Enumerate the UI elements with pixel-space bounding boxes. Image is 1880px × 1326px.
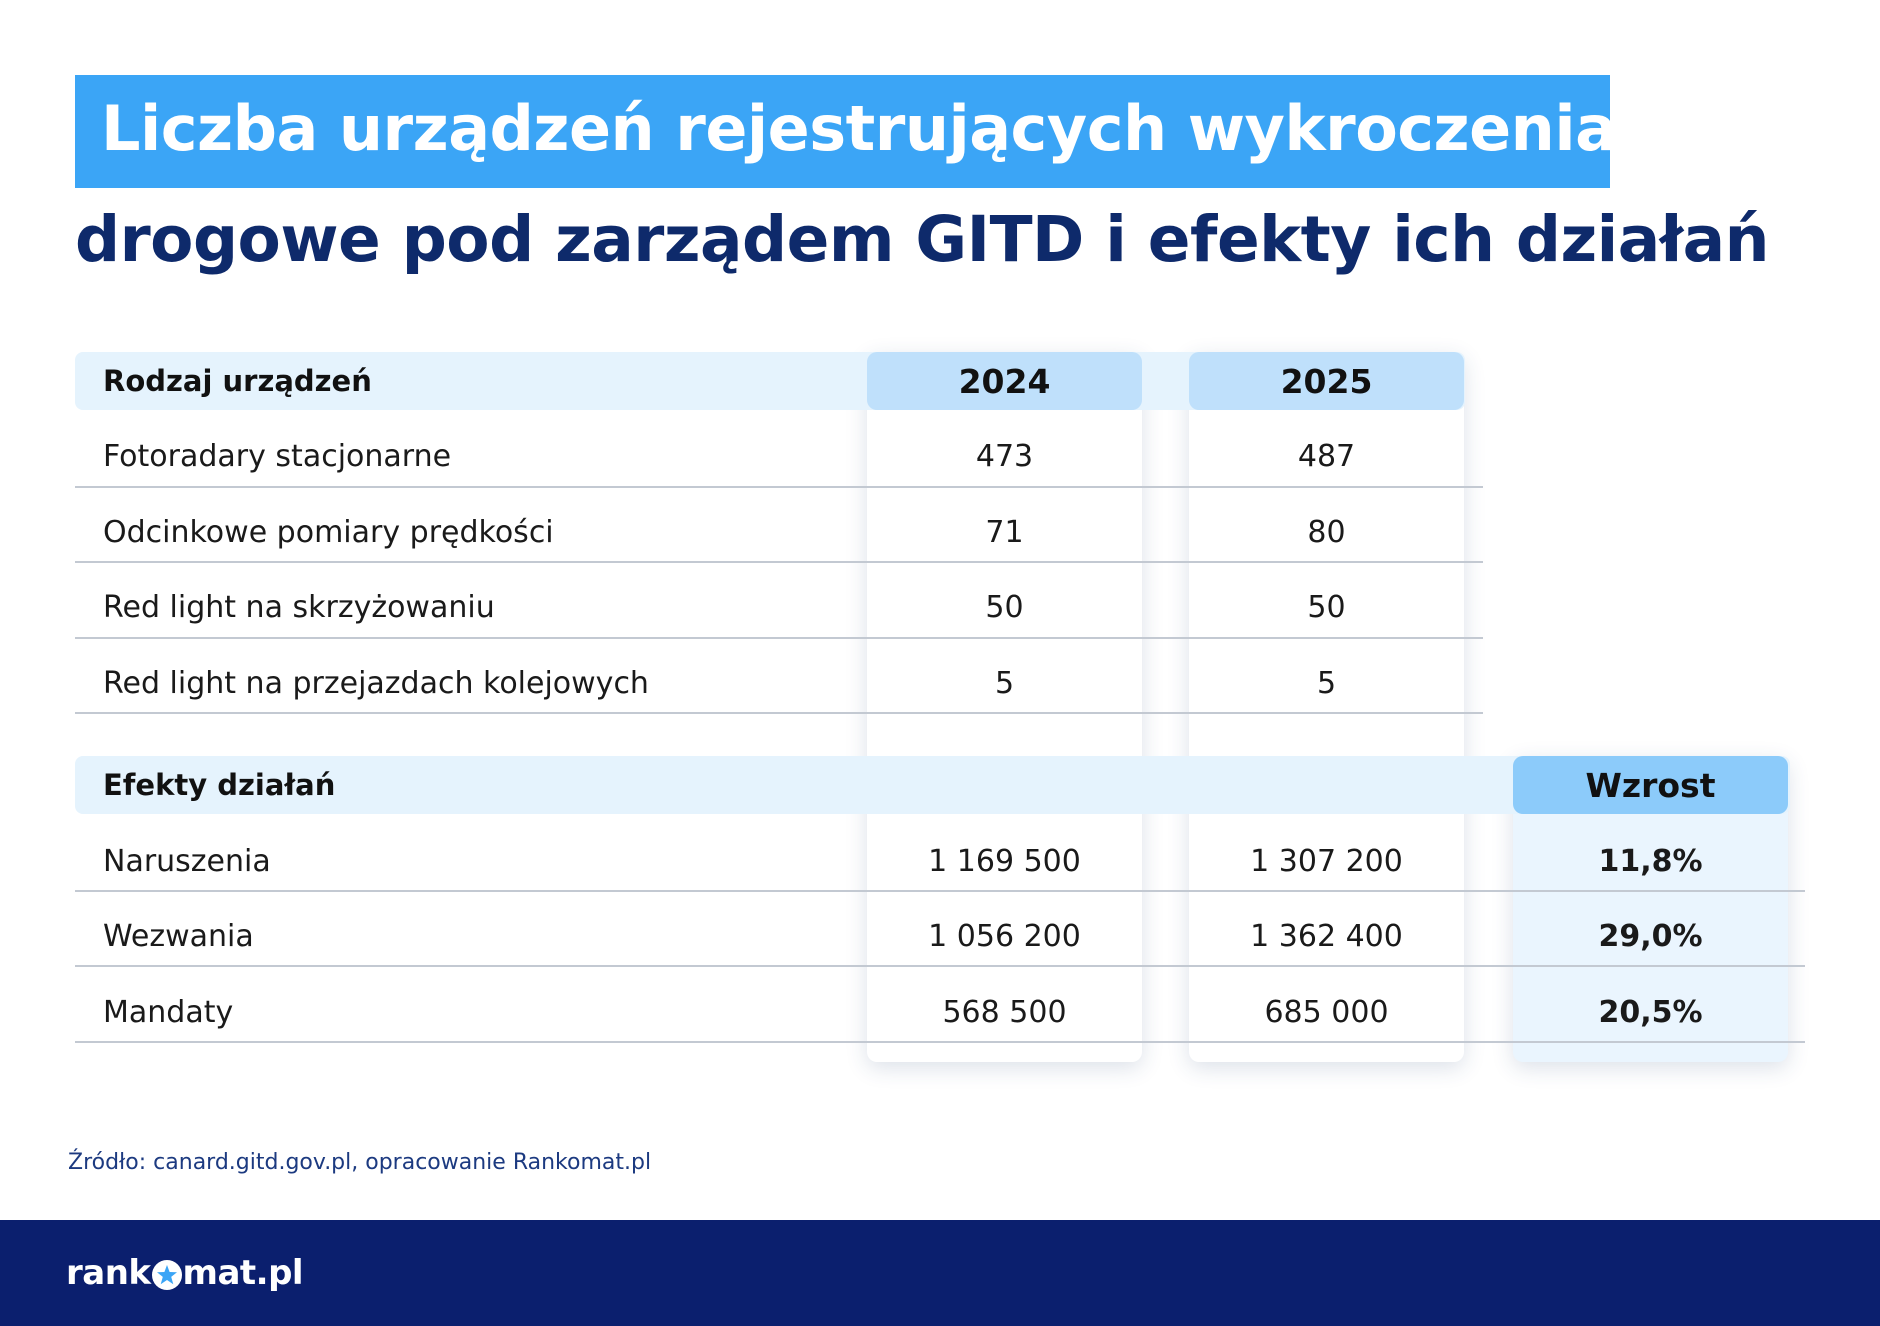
device-row-value-2025: 80 [1307, 515, 1346, 550]
device-row-value-2024: 50 [985, 590, 1024, 625]
page-title-line-2: drogowe pod zarządem GITD i efekty ich działań [75, 203, 1770, 276]
effect-row-value-2025: 685 000 [1264, 995, 1389, 1030]
row-divider [75, 561, 1483, 563]
device-row-name: Fotoradary stacjonarne [103, 439, 452, 474]
device-row-value-2025: 487 [1297, 439, 1356, 474]
row-divider [75, 965, 1805, 967]
effect-row-value-2024: 568 500 [942, 995, 1067, 1030]
device-row-name: Red light na skrzyżowaniu [103, 590, 495, 625]
device-row-value-2025: 5 [1316, 666, 1337, 701]
devices-section-label: Rodzaj urządzeń [103, 364, 372, 398]
device-row-value-2025: 50 [1307, 590, 1346, 625]
device-row-value-2024: 473 [975, 439, 1034, 474]
effect-row-name: Mandaty [103, 995, 234, 1030]
row-divider [75, 637, 1483, 639]
device-row-value-2024: 71 [985, 515, 1024, 550]
logo-text-start: rank [66, 1253, 151, 1293]
effects-section-label: Efekty działań [103, 768, 336, 802]
device-row-name: Odcinkowe pomiary prędkości [103, 515, 554, 550]
growth-header: Wzrost [1513, 756, 1788, 814]
row-divider [75, 712, 1483, 714]
device-row-value-2024: 5 [994, 666, 1015, 701]
effect-row-name: Wezwania [103, 919, 254, 954]
device-row-name: Red light na przejazdach kolejowych [103, 666, 649, 701]
effect-row-value-2024: 1 169 500 [928, 844, 1081, 879]
source-note: Źródło: canard.gitd.gov.pl, opracowanie Rankomat.pl [68, 1150, 652, 1175]
page-title-line-1: Liczba urządzeń rejestrujących wykroczenia [101, 92, 1617, 165]
rankomat-logo [66, 1251, 303, 1295]
effect-row-growth: 29,0% [1598, 919, 1703, 954]
effect-row-value-2024: 1 056 200 [928, 919, 1081, 954]
effect-row-value-2025: 1 307 200 [1250, 844, 1403, 879]
effect-row-growth: 11,8% [1598, 844, 1703, 879]
effect-row-value-2025: 1 362 400 [1250, 919, 1403, 954]
row-divider [75, 1041, 1805, 1043]
year-header-2024: 2024 [867, 352, 1142, 410]
year-header-2025: 2025 [1189, 352, 1464, 410]
row-divider [75, 890, 1805, 892]
logo-text-end: mat.pl [182, 1253, 304, 1293]
effect-row-growth: 20,5% [1598, 995, 1703, 1030]
row-divider [75, 486, 1483, 488]
effect-row-name: Naruszenia [103, 844, 271, 879]
star-in-circle-icon [152, 1260, 182, 1290]
